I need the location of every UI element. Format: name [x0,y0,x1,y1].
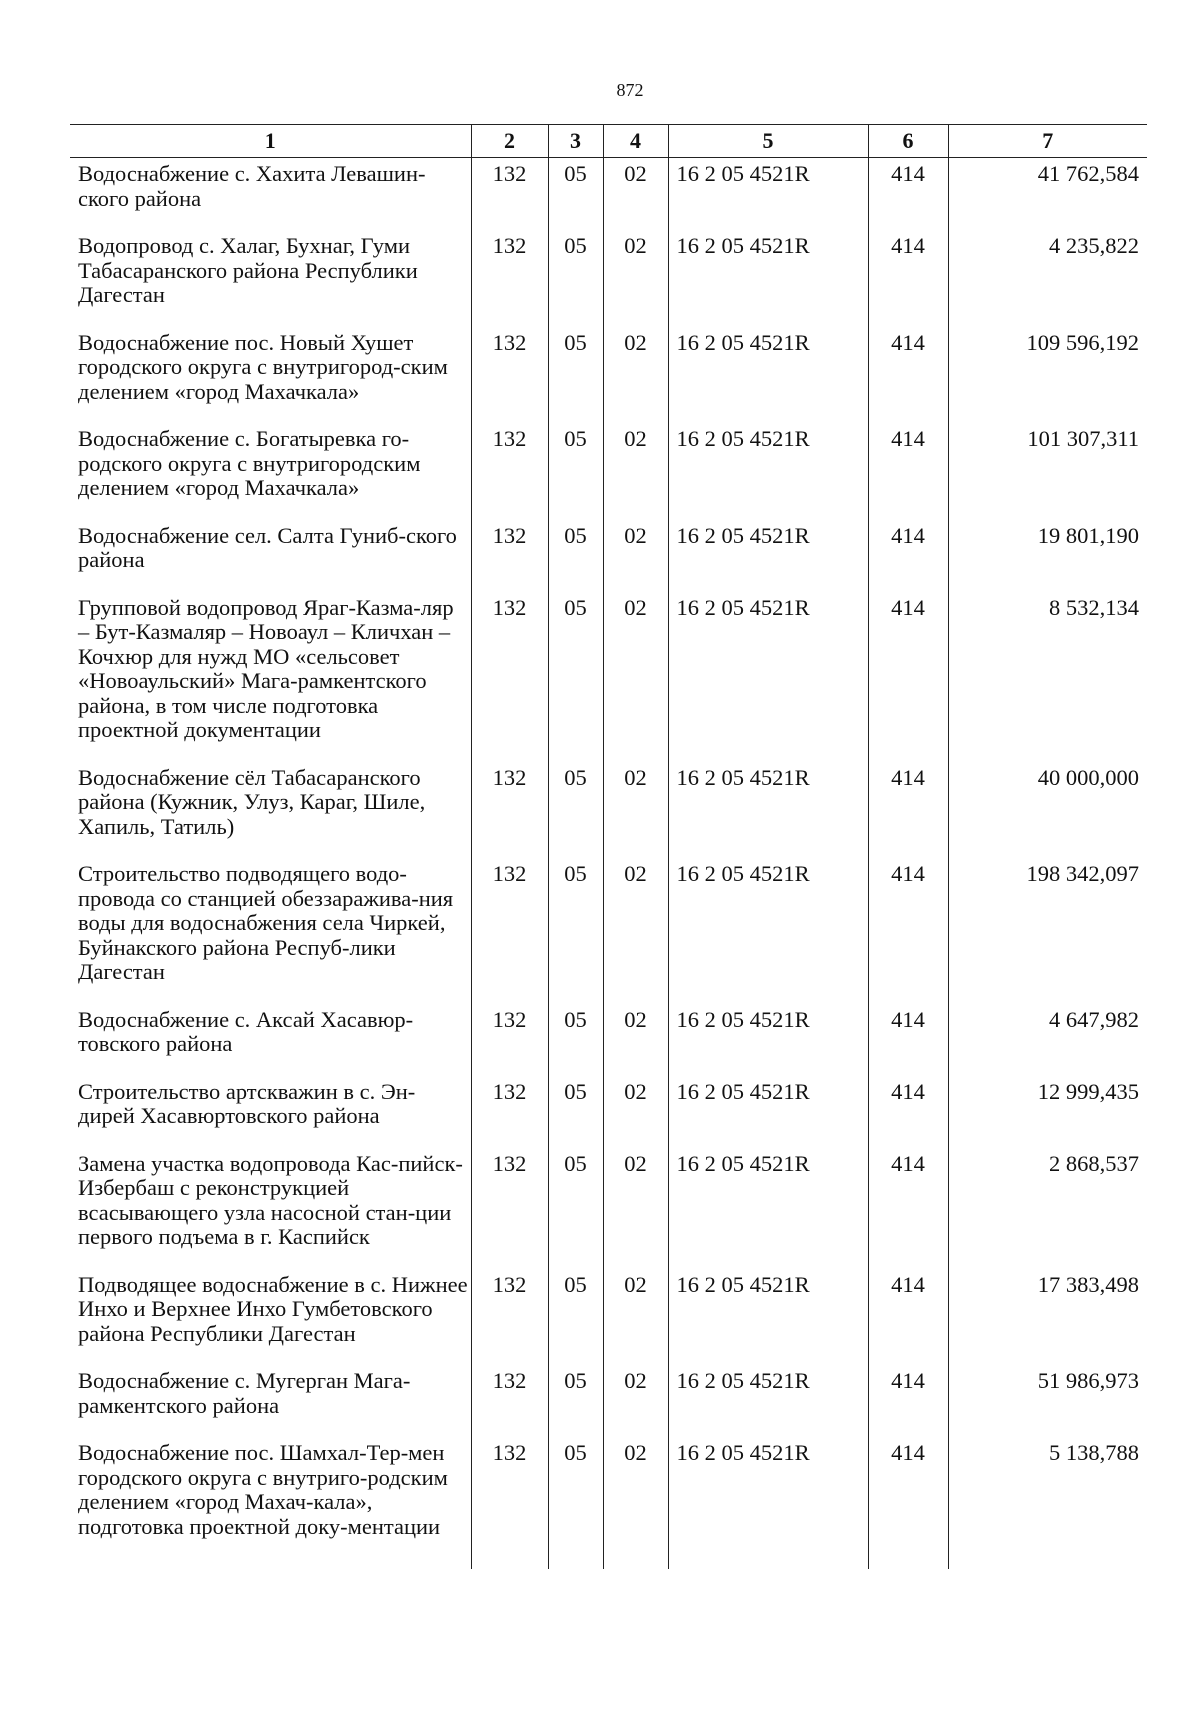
row-col4-cell: 02 [603,423,668,520]
row-col2-cell: 132 [471,858,548,1004]
table-row [70,1437,1147,1569]
row-col3-cell: 05 [548,1148,603,1269]
table-row [70,1269,1147,1366]
row-col2-cell: 132 [471,423,548,520]
row-col2-cell: 132 [471,327,548,424]
row-amount-cell: 40 000,000 [948,762,1147,859]
row-code-cell: 16 2 05 4521R [668,592,868,762]
table-row [70,230,1147,327]
row-name-cell: Строительство артскважин в с. Эн-дирей Хасавюртовского района [78,1078,416,1128]
table-row [70,858,1147,1004]
table-row [70,762,1147,859]
budget-table [70,124,1147,1569]
table-body [70,158,1147,1570]
row-col3-cell: 05 [548,158,603,231]
row-col3-cell: 05 [548,423,603,520]
row-col3-cell: 05 [548,762,603,859]
row-col4-cell: 02 [603,230,668,327]
row-amount-cell: 2 868,537 [948,1148,1147,1269]
row-col6-cell: 414 [868,762,948,859]
row-col6-cell: 414 [868,230,948,327]
row-amount-cell: 101 307,311 [948,423,1147,520]
row-col4-cell: 02 [603,1269,668,1366]
row-col6-cell: 414 [868,1004,948,1076]
column-header-6: 6 [868,125,948,158]
row-name-cell: Водоснабжение с. Аксай Хасавюр-товского района [78,1006,414,1056]
row-code-cell: 16 2 05 4521R [668,1076,868,1148]
row-col4-cell: 02 [603,592,668,762]
table-row [70,592,1147,762]
row-amount-cell: 51 986,973 [948,1365,1147,1437]
row-col4-cell: 02 [603,158,668,231]
row-col3-cell: 05 [548,230,603,327]
row-name-cell: Водопровод с. Халаг, Бухнаг, Гуми Табасаранского района Республики Дагестан [78,233,418,307]
row-col3-cell: 05 [548,1269,603,1366]
row-name-cell: Водоснабжение с. Хахита Левашин-ского района [78,161,426,211]
column-header-4: 4 [603,125,668,158]
row-col2-cell: 132 [471,1148,548,1269]
row-col2-cell: 132 [471,1365,548,1437]
row-col4-cell: 02 [603,1148,668,1269]
row-col3-cell: 05 [548,1365,603,1437]
table-row [70,1004,1147,1076]
row-code-cell: 16 2 05 4521R [668,858,868,1004]
row-name-cell: Групповой водопровод Яраг-Казма-ляр – Бут-Казмаляр – Новоаул – Кличхан – Кочхюр для нужд МО «сельсовет «Новоаульский» Мага-рамкентского района, в том числе подготовка проектной документации [78,594,454,742]
row-col2-cell: 132 [471,1269,548,1366]
row-col2-cell: 132 [471,1076,548,1148]
table-row [70,158,1147,231]
column-header-5: 5 [668,125,868,158]
row-name-cell: Строительство подводящего водо-провода со станцией обеззаражива-ния воды для водоснабжения села Чиркей, Буйнакского района Респуб-лики Дагестан [78,861,454,984]
table-row [70,1076,1147,1148]
row-amount-cell: 4 647,982 [948,1004,1147,1076]
row-col4-cell: 02 [603,520,668,592]
row-col6-cell: 414 [868,327,948,424]
row-col2-cell: 132 [471,1004,548,1076]
column-header-1: 1 [70,125,471,158]
row-name-cell: Водоснабжение сёл Табасаранского района (Кужник, Улуз, Караг, Шиле, Хапиль, Татиль) [78,764,426,839]
row-name-cell: Водоснабжение пос. Шамхал-Тер-мен городского округа с внутриго-родским делением «город Махач-кала», подготовка проектной доку-ментации [78,1440,448,1539]
row-col2-cell: 132 [471,520,548,592]
row-code-cell: 16 2 05 4521R [668,1004,868,1076]
row-amount-cell: 17 383,498 [948,1269,1147,1366]
budget-table-wrapper [70,124,1147,1569]
row-name-cell: Водоснабжение пос. Новый Хушет городского округа с внутригород-ским делением «город Махачкала» [78,329,448,404]
row-name-cell: Замена участка водопровода Кас-пийск-Избербаш с реконструкцией всасывающего узла насосной стан-ции первого подъема в г. Каспийск [78,1150,463,1249]
row-name-cell: Водоснабжение с. Богатыревка го-родского округа с внутригородским делением «город Махачкала» [78,426,421,500]
row-col4-cell: 02 [603,1076,668,1148]
row-amount-cell: 5 138,788 [948,1437,1147,1569]
header-row [70,125,1147,158]
row-col2-cell: 132 [471,158,548,231]
row-col3-cell: 05 [548,592,603,762]
row-col4-cell: 02 [603,1437,668,1569]
row-col6-cell: 414 [868,1269,948,1366]
row-code-cell: 16 2 05 4521R [668,423,868,520]
column-header-2: 2 [471,125,548,158]
row-name-cell: Водоснабжение с. Мугерган Мага-рамкентского района [78,1368,411,1418]
row-amount-cell: 198 342,097 [948,858,1147,1004]
row-amount-cell: 12 999,435 [948,1076,1147,1148]
row-col2-cell: 132 [471,1437,548,1569]
row-code-cell: 16 2 05 4521R [668,1148,868,1269]
row-col3-cell: 05 [548,327,603,424]
table-header [70,125,1147,158]
table-row [70,520,1147,592]
row-col4-cell: 02 [603,1004,668,1076]
row-code-cell: 16 2 05 4521R [668,230,868,327]
row-col6-cell: 414 [868,520,948,592]
row-amount-cell: 8 532,134 [948,592,1147,762]
row-code-cell: 16 2 05 4521R [668,1437,868,1569]
row-col6-cell: 414 [868,592,948,762]
row-col6-cell: 414 [868,1148,948,1269]
row-col2-cell: 132 [471,762,548,859]
row-col6-cell: 414 [868,423,948,520]
row-col4-cell: 02 [603,762,668,859]
table-row [70,1148,1147,1269]
row-code-cell: 16 2 05 4521R [668,1365,868,1437]
table-row [70,423,1147,520]
row-col3-cell: 05 [548,1004,603,1076]
row-col6-cell: 414 [868,158,948,231]
row-amount-cell: 41 762,584 [948,158,1147,231]
row-code-cell: 16 2 05 4521R [668,762,868,859]
row-code-cell: 16 2 05 4521R [668,520,868,592]
row-col3-cell: 05 [548,858,603,1004]
row-col4-cell: 02 [603,327,668,424]
row-amount-cell: 4 235,822 [948,230,1147,327]
row-amount-cell: 109 596,192 [948,327,1147,424]
row-col2-cell: 132 [471,230,548,327]
page-number: 872 [616,80,644,100]
row-col2-cell: 132 [471,592,548,762]
row-col3-cell: 05 [548,1437,603,1569]
row-name-cell: Подводящее водоснабжение в с. Нижнее Инхо и Верхнее Инхо Гумбетовского района Республики Дагестан [78,1271,468,1346]
row-col3-cell: 05 [548,1076,603,1148]
row-col4-cell: 02 [603,1365,668,1437]
column-header-7: 7 [948,125,1147,158]
row-code-cell: 16 2 05 4521R [668,1269,868,1366]
row-col6-cell: 414 [868,1076,948,1148]
row-code-cell: 16 2 05 4521R [668,327,868,424]
row-col6-cell: 414 [868,1437,948,1569]
row-amount-cell: 19 801,190 [948,520,1147,592]
column-header-3: 3 [548,125,603,158]
row-col6-cell: 414 [868,858,948,1004]
row-col4-cell: 02 [603,858,668,1004]
table-row [70,327,1147,424]
row-col3-cell: 05 [548,520,603,592]
row-code-cell: 16 2 05 4521R [668,158,868,231]
table-row [70,1365,1147,1437]
row-name-cell: Водоснабжение сел. Салта Гуниб-ского района [78,522,457,572]
row-col6-cell: 414 [868,1365,948,1437]
